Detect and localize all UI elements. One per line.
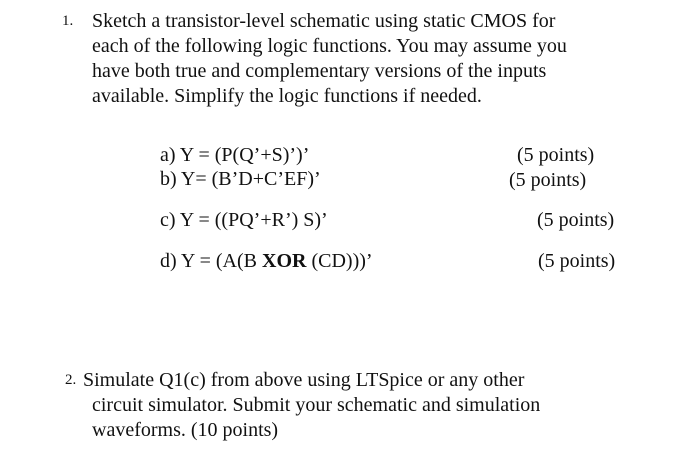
part-c-points: (5 points): [537, 209, 615, 231]
part-a-points: (5 points): [517, 144, 595, 166]
question-2-line-3: waveforms. (10 points): [92, 419, 279, 441]
part-d-suffix: (CD)))’: [306, 250, 373, 272]
question-1-line-4: available. Simplify the logic functions if needed.: [92, 85, 482, 107]
part-a-expression: a) Y = (P(Q’+S)’)’: [160, 144, 310, 166]
question-2-prompt: [83, 368, 540, 443]
part-b-points: (5 points): [509, 169, 587, 191]
question-1-line-1: Sketch a transistor-level schematic using static CMOS for: [92, 10, 556, 32]
question-1-line-3: have both true and complementary versions of the inputs: [92, 60, 547, 82]
part-d-expression: [160, 249, 373, 274]
part-d-xor-operator: XOR: [262, 250, 307, 272]
question-2-number: 2.: [65, 372, 77, 388]
part-c-expression: c) Y = ((PQ’+R’) S)’: [160, 209, 328, 231]
question-1-line-2: each of the following logic functions. You may assume you: [92, 35, 567, 57]
question-2-line-1: Simulate Q1(c) from above using LTSpice or any other: [83, 369, 525, 391]
question-1-prompt: [92, 9, 567, 109]
part-b-expression: b) Y= (B’D+C’EF)’: [160, 168, 321, 190]
question-2-line-2: circuit simulator. Submit your schematic and simulation: [92, 394, 541, 416]
part-d-prefix: d) Y = (A(B: [160, 250, 263, 272]
question-1-number: 1.: [62, 13, 74, 29]
part-d-points: (5 points): [538, 250, 616, 272]
